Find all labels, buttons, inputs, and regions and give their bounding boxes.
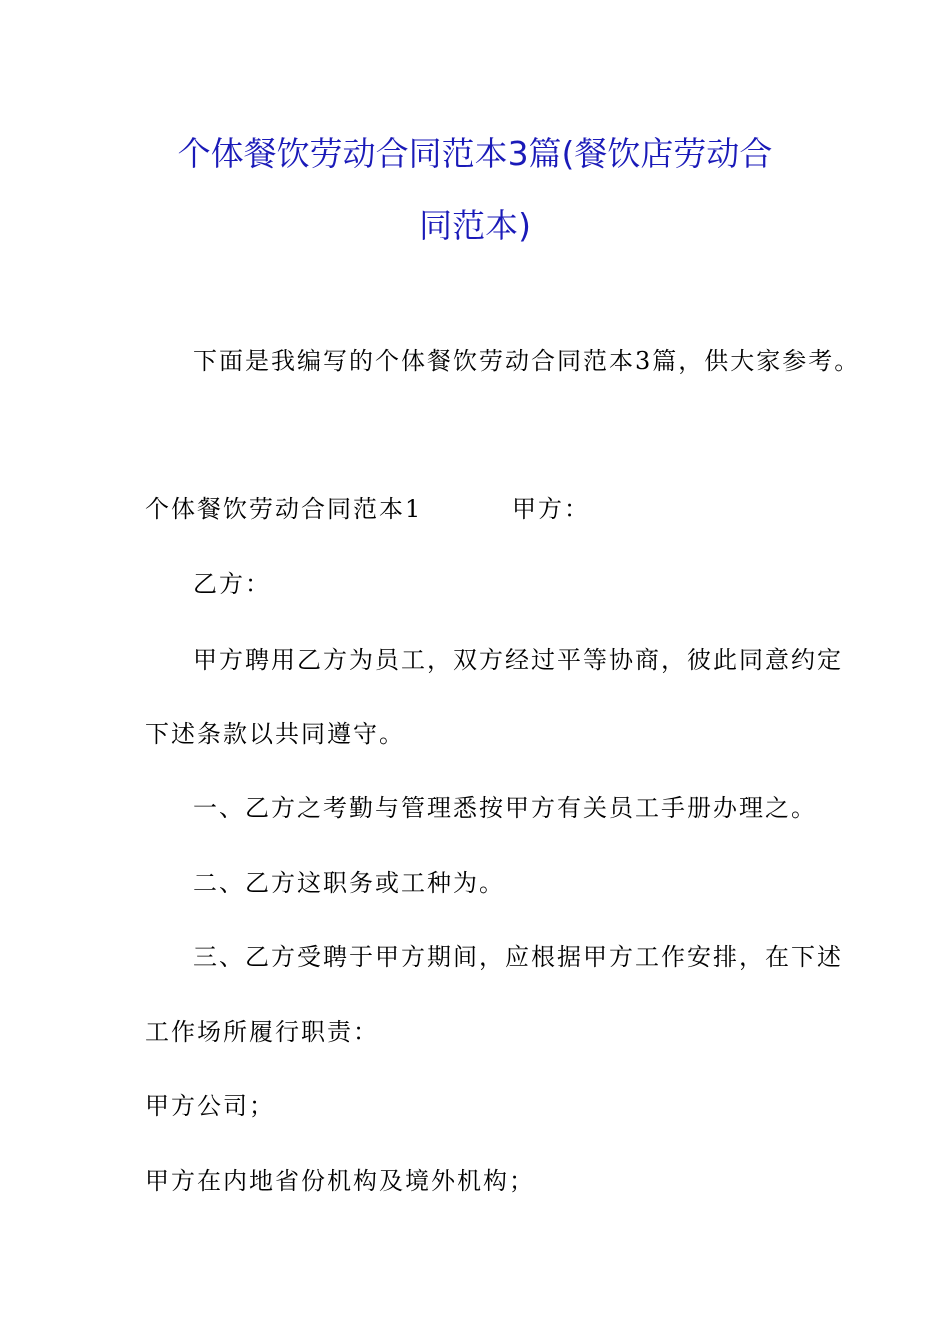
workplace-item-2: 甲方在内地省份机构及境外机构； <box>145 1167 535 1195</box>
party-b-label: 乙方： <box>193 570 271 598</box>
clause-3-line-1: 三、乙方受聘于甲方期间，应根据甲方工作安排，在下述 <box>193 943 843 971</box>
hire-paragraph-line-1: 甲方聘用乙方为员工，双方经过平等协商，彼此同意约定 <box>193 646 843 674</box>
party-a-label: 甲方： <box>512 495 590 523</box>
clause-2: 二、乙方这职务或工种为。 <box>193 869 505 897</box>
document-title-line-1: 个体餐饮劳动合同范本3篇(餐饮店劳动合 <box>177 134 773 173</box>
workplace-item-1: 甲方公司； <box>145 1092 275 1120</box>
document-title-line-2: 同范本) <box>419 206 531 245</box>
clause-3-line-2: 工作场所履行职责： <box>145 1018 379 1046</box>
section-heading: 个体餐饮劳动合同范本1 <box>145 495 423 523</box>
intro-paragraph: 下面是我编写的个体餐饮劳动合同范本3篇，供大家参考。 <box>193 347 861 375</box>
hire-paragraph-line-2: 下述条款以共同遵守。 <box>145 720 405 748</box>
clause-1: 一、乙方之考勤与管理悉按甲方有关员工手册办理之。 <box>193 794 817 822</box>
